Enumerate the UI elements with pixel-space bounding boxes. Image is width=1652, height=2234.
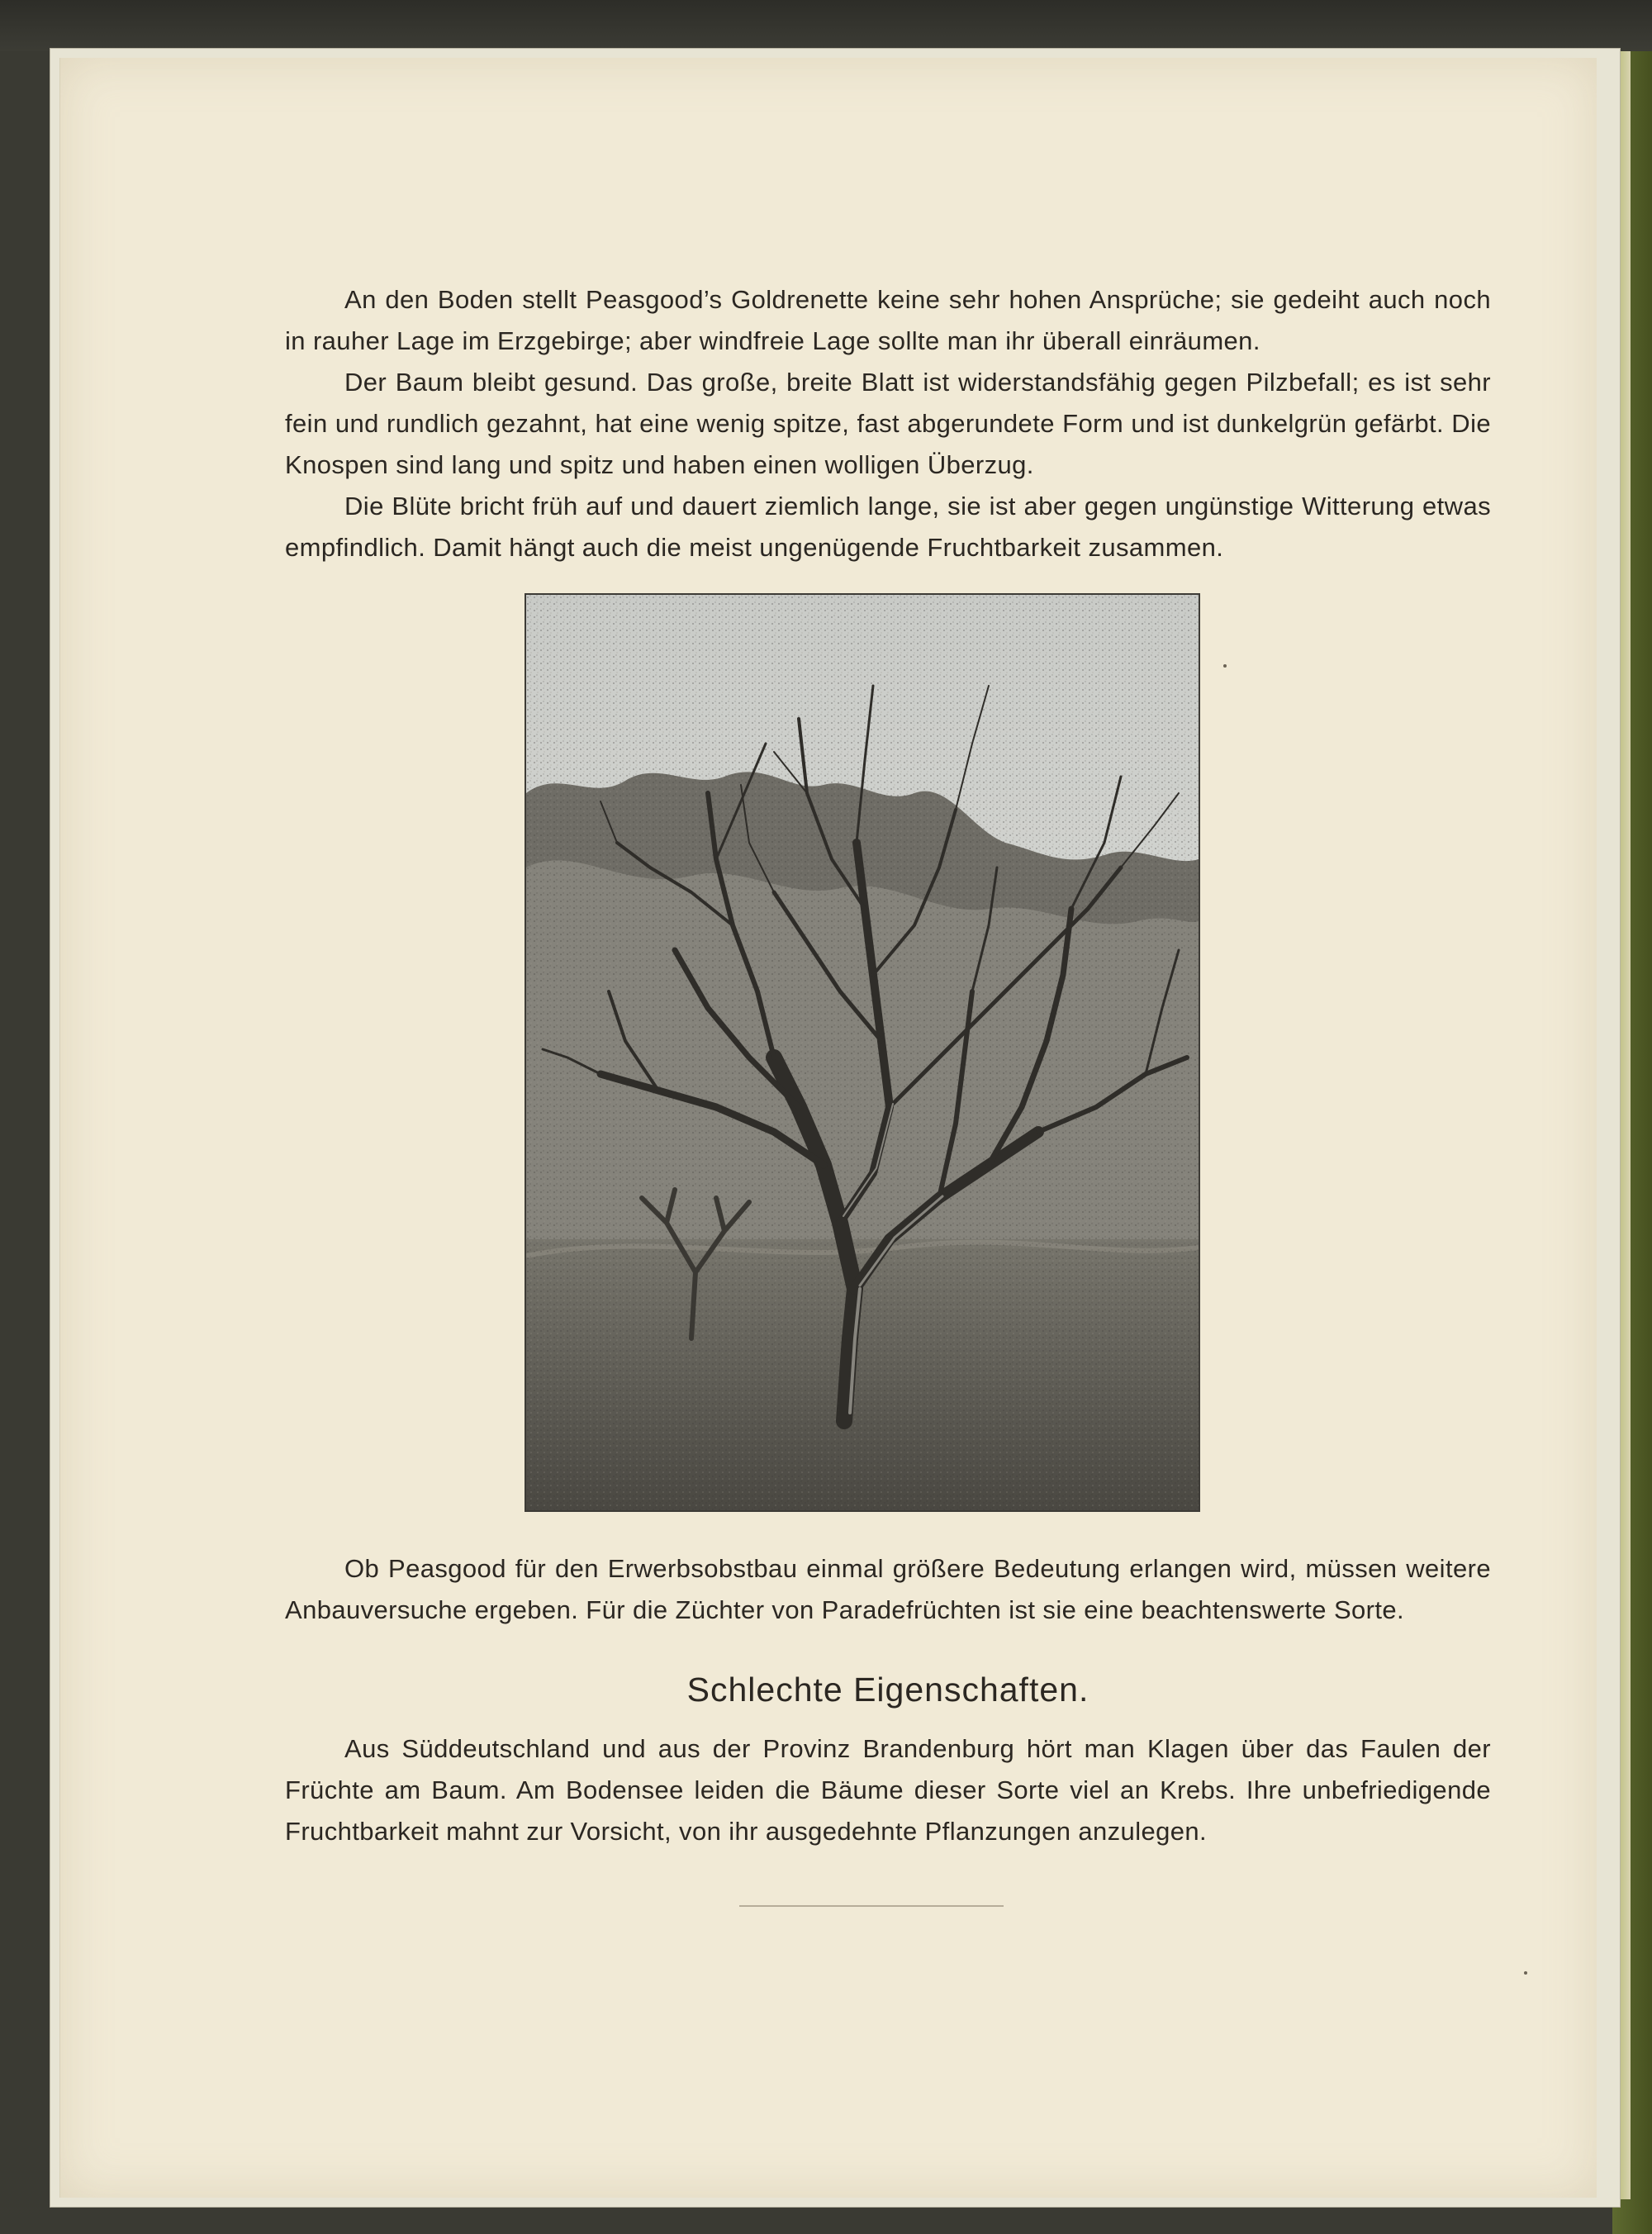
book-page — [59, 58, 1597, 2198]
section-heading: Schlechte Eigenschaften. — [686, 1671, 1089, 1709]
bad-qualities-text — [285, 1728, 1491, 1852]
photo-followup-text — [285, 1548, 1491, 1631]
intro-text-block — [285, 279, 1491, 568]
tree-photograph — [525, 593, 1200, 1512]
paragraph-commercial-cultivation: Ob Peasgood für den Erwerbsobstbau einmal größere Bedeutung erlangen wird, müssen weitere Anbauversuche ergeben. Für die Züchter von Paradefrüchten ist sie eine beachtenswerte Sorte. — [285, 1554, 1491, 1624]
closing-rule — [739, 1905, 1004, 1907]
paragraph-blossom: Die Blüte bricht früh auf und dauert ziemlich lange, sie ist aber gegen ungünstige Witterung etwas empfindlich. Damit hängt auch die meist ungenügende Fruchtbarkeit zusammen. — [285, 492, 1491, 562]
paper-speck — [1524, 1971, 1527, 1975]
paragraph-tree-health: Der Baum bleibt gesund. Das große, breite Blatt ist widerstandsfähig gegen Pilzbefall; es ist sehr fein und rundlich gezahnt, hat eine wenig spitze, fast abgerundete Form und ist dunkelgrün gefärbt. Die Knospen sind lang und spitz und haben einen wolligen Überzug. — [285, 368, 1491, 479]
scan-backdrop — [0, 0, 1652, 51]
paragraph-soil: An den Boden stellt Peasgood’s Goldrenette keine sehr hohen Ansprüche; sie gedeiht auch noch in rauher Lage im Erzgebirge; aber windfreie Lage sollte man ihr überall einräumen. — [285, 285, 1491, 355]
paragraph-bad-qualities: Aus Süddeutschland und aus der Provinz Brandenburg hört man Klagen über das Faulen der Früchte am Baum. Am Bodensee leiden die Bäume dieser Sorte viel an Krebs. Ihre unbefriedigende Fruchtbarkeit mahnt zur Vorsicht, von ihr ausgedehnte Pflanzungen anzulegen. — [285, 1734, 1491, 1846]
paper-speck — [1223, 664, 1227, 668]
